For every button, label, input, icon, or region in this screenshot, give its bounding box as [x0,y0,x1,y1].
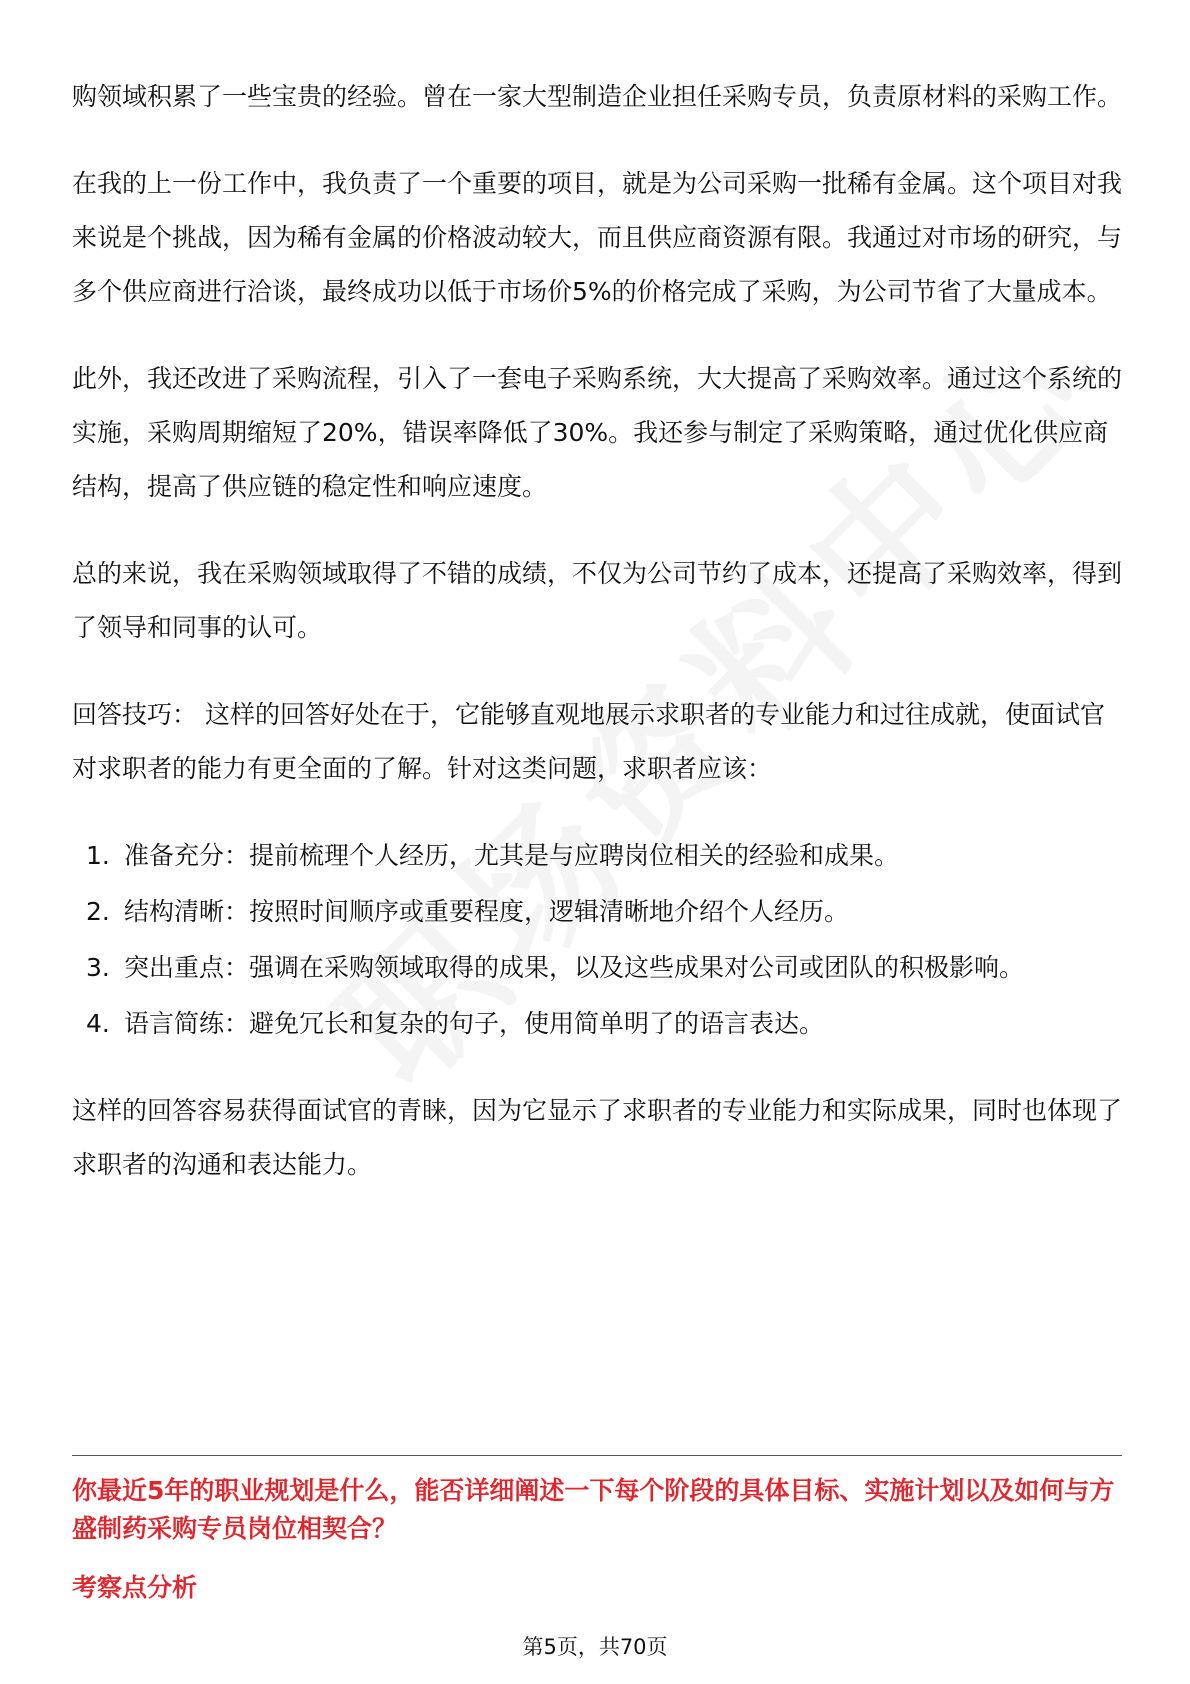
tips-list [72,829,1122,1051]
list-item [72,829,1122,883]
list-item-text: 语言简练：避免冗长和复杂的句子，使用简单明了的语言表达。 [124,1009,825,1038]
paragraph: 总的来说，我在采购领域取得了不错的成绩，不仅为公司节约了成本，还提高了采购效率，得到了领导和同事的认可。 [72,559,1123,642]
list-item-text: 准备充分：提前梳理个人经历，尤其是与应聘岗位相关的经验和成果。 [124,841,900,870]
list-item [72,997,1122,1051]
list-item-text: 突出重点：强调在采购领域取得的成果，以及这些成果对公司或团队的积极影响。 [124,953,1025,982]
answer-tips-intro: 回答技巧： 这样的回答好处在于，它能够直观地展示求职者的专业能力和过往成就，使面试官对求职者的能力有更全面的了解。针对这类问题，求职者应该： [72,700,1105,783]
list-number: 3. [86,953,110,982]
section-heading: 考察点分析 [72,1573,198,1602]
interview-question: 你最近5年的职业规划是什么，能否详细阐述一下每个阶段的具体目标、实施计划以及如何与方盛制药采购专员岗位相契合？ [72,1476,1115,1543]
paragraph: 此外，我还改进了采购流程，引入了一套电子采购系统，大大提高了采购效率。通过这个系统的实施，采购周期缩短了20%，错误率降低了30%。我还参与制定了采购策略，通过优化供应商结构，提高了供应链的稳定性和响应速度。 [72,364,1123,501]
section-divider [72,1455,1122,1456]
list-item-text: 结构清晰：按照时间顺序或重要程度，逻辑清晰地介绍个人经历。 [124,897,850,926]
page-footer: 第5页，共70页 [522,1635,668,1659]
paragraph: 在我的上一份工作中，我负责了一个重要的项目，就是为公司采购一批稀有金属。这个项目对我来说是个挑战，因为稀有金属的价格波动较大，而且供应商资源有限。我通过对市场的研究，与多个供应商进行洽谈，最终成功以低于市场价5%的价格完成了采购，为公司节省了大量成本。 [72,169,1123,306]
closing-paragraph: 这样的回答容易获得面试官的青睐，因为它显示了求职者的专业能力和实际成果，同时也体现了求职者的沟通和表达能力。 [72,1096,1123,1179]
list-number: 4. [86,1009,110,1038]
paragraph: 购领域积累了一些宝贵的经验。曾在一家大型制造企业担任采购专员，负责原材料的采购工作。 [72,82,1123,111]
list-number: 2. [86,897,110,926]
list-item [72,885,1122,939]
list-number: 1. [86,841,110,870]
document-body [72,70,1122,1225]
list-item [72,941,1122,995]
